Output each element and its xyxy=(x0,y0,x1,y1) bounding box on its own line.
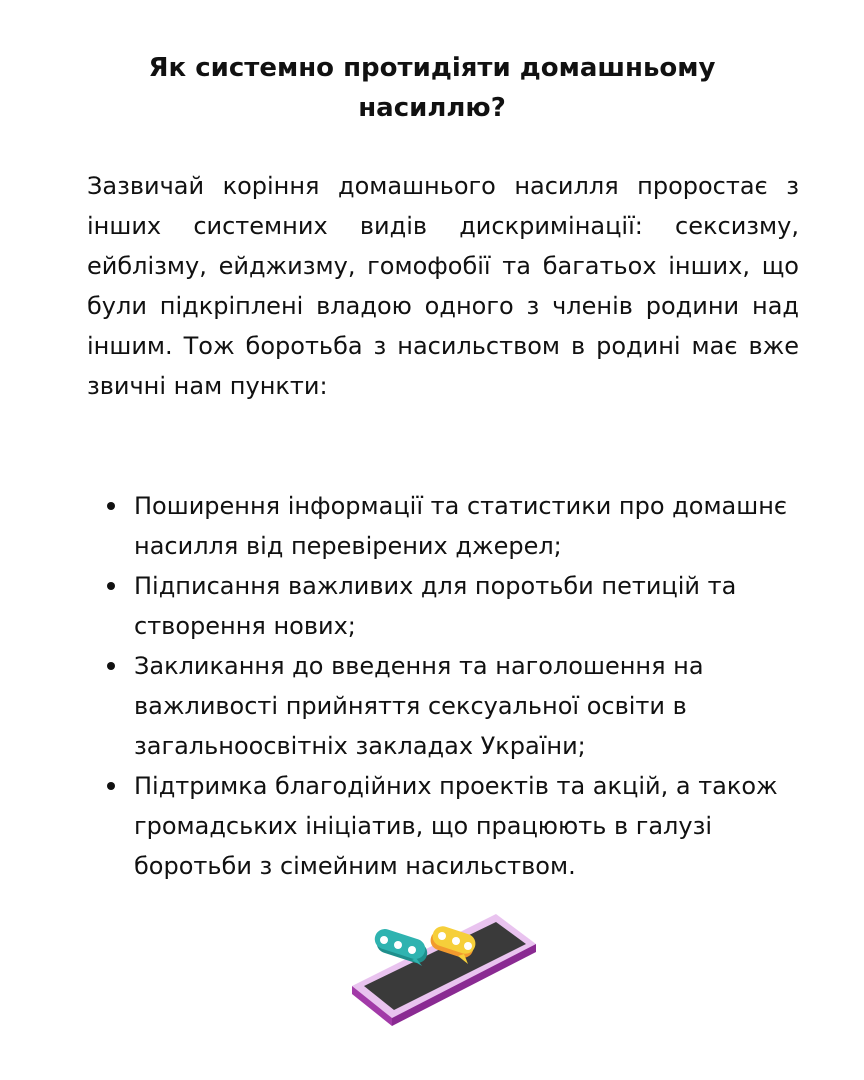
bullet-icon xyxy=(107,582,115,590)
list-item xyxy=(134,766,814,886)
bullet-icon xyxy=(107,782,115,790)
page-title-line-1: Як системно протидіяти домашньому xyxy=(148,53,716,83)
bullet-icon xyxy=(107,662,115,670)
list-item xyxy=(134,486,814,566)
intro-paragraph: Зазвичай коріння домашнього насилля проростає з інших системних видів дискримінації: сексизму, ейблізму, ейджизму, гомофобії та багатьох інших, що були підкріплені владою одного з членів родини над іншим. Тож боротьба з насильством в родині має вже звичні нам пункти: xyxy=(87,172,799,400)
action-list xyxy=(134,486,814,886)
list-item-text: Поширення інформації та статистики про домашнє насилля від перевірених джерел; xyxy=(134,492,788,560)
list-item xyxy=(134,646,814,766)
list-item xyxy=(134,566,814,646)
list-item-text: Підписання важливих для поротьби петицій та створення нових; xyxy=(134,572,737,640)
bullet-icon xyxy=(107,502,115,510)
list-item-text: Закликання до введення та наголошення на важливості прийняття сексуальної освіти в загальноосвітніх закладах України; xyxy=(134,652,704,760)
page-title-line-2: насиллю? xyxy=(358,93,506,123)
phone-with-chat-bubbles-icon xyxy=(346,908,542,1036)
list-item-text: Підтримка благодійних проектів та акцій, а також громадських ініціатив, що працюють в галузі боротьби з сімейним насильством. xyxy=(134,772,778,880)
page-title xyxy=(0,48,864,128)
